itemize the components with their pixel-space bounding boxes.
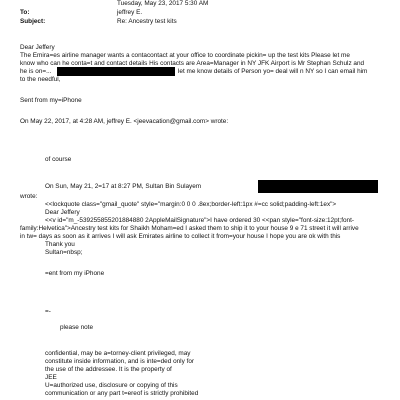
- disclaimer-line-5: U=authorized use, disclosure or copying of this: [45, 382, 178, 389]
- html-line-1: <<lockquote class="gmail_quote" style="margin:0 0 0 .8ex;border-left:1px #=cc solid;padding-left:1ex">: [45, 201, 337, 208]
- redaction-bar: [57, 67, 175, 76]
- quote-intro-2: On Sun, May 21, 2=17 at 8:27 PM, Sultan Bin Sulayem: [45, 183, 202, 190]
- para1-line-2: know who can he conta=t and contact details His contacts are Area=Manager in NY JFK Airport is Mr Stephan Schulz and: [20, 60, 365, 67]
- quote-intro-2-wrote: wrote:: [20, 193, 38, 200]
- header-to-label: To:: [20, 9, 30, 16]
- header-sent-row: [20, 0, 209, 8]
- html-line-3: <<v id="m_-539255855201884880 2AppleMailSignature">I have ordered 30 <<pan style="font-size:12pt;font-: [45, 217, 354, 224]
- dash-line: =-: [45, 308, 51, 315]
- header-subject-value: Re: Ancestry test kits: [117, 18, 177, 25]
- html-line-4: family:Helvetica">Ancestry test kits for Shaikh Moham=ed I asked them to ship it to your house 9 e 71 street it will arrive: [20, 225, 359, 232]
- quote-intro-1: On May 22, 2017, at 4:28 AM, jeffrey E. <jeevacation@gmail.com> wrote:: [20, 118, 229, 125]
- header-to-value: jeffrey E.: [117, 9, 143, 16]
- disclaimer-line-1: confidential, may be a=torney-client privileged, may: [45, 350, 191, 357]
- sent-from-iphone: Sent from my=iPhone: [20, 97, 82, 104]
- para1-line-4: to the needful,: [20, 76, 61, 83]
- para1-line-3: he is on=...: [20, 68, 52, 75]
- html-line-7: Sultan=nbsp;: [45, 249, 83, 256]
- html-line-2: Dear Jeffery: [45, 209, 80, 216]
- greeting: Dear Jeffery: [20, 44, 55, 51]
- sent-from-iphone-2: =ent from my iPhone: [45, 270, 105, 277]
- html-line-6: Thank you: [45, 241, 75, 248]
- para1-line-3b: let me know details of Person yo= deal will n NY so I can email him: [178, 68, 368, 75]
- disclaimer-line-3: the use of the addressee. It is the property of: [45, 366, 172, 373]
- disclaimer-line-6: communication or any part t=ereof is strictly prohibited: [45, 390, 199, 397]
- redaction-bar: [258, 180, 378, 193]
- disclaimer-line-2: constitute inside information, and is inte=ded only for: [45, 358, 195, 365]
- of-course-line: of course: [45, 156, 72, 163]
- header-to-row: [20, 9, 143, 17]
- please-note: please note: [60, 324, 94, 331]
- header-subject-label: Subject:: [20, 18, 46, 25]
- para1-line-1: The Emira=es airline manager wants a contacontact at your office to coordinate pickin= up the test kits Please let me: [20, 52, 350, 59]
- html-line-5: in tw= days as soon as it arrives I will ask Emirates airline to collect it from=your house I hope you are ok with this: [20, 233, 341, 240]
- disclaimer-line-4: JEE: [45, 374, 57, 381]
- header-subject-row: [20, 18, 177, 26]
- header-sent-value: Tuesday, May 23, 2017 5:30 AM: [117, 0, 209, 7]
